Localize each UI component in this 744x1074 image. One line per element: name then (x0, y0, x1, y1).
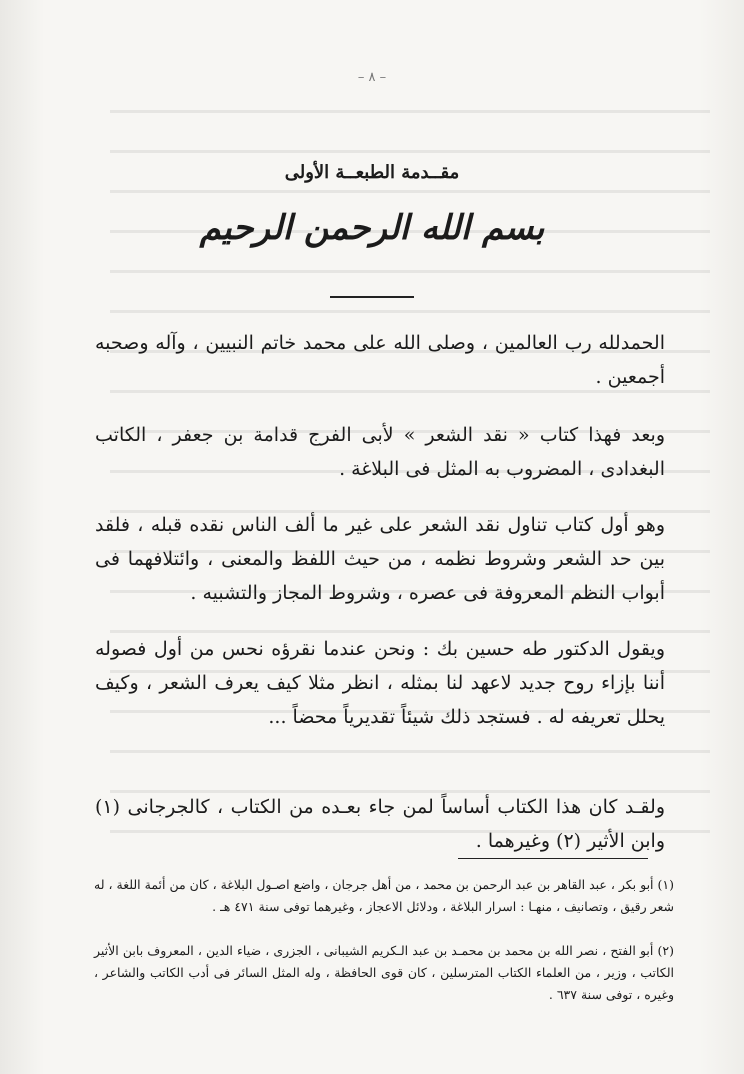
paragraph-5: ولقـد كان هذا الكتاب أساساً لمن جاء بعـده من الكتاب ، كالجرجانى (١) وابن الأثير (٢) وغيرهما . (95, 796, 665, 852)
footnote-1: (١) أبو بكر ، عبد القاهر بن عبد الرحمن بن محمد ، من أهل جرجان ، واضع اصـول البلاغة ، كان من أئمة اللغة ، له شعر رقيق ، وتصانيف ، منهـا : اسرار البلاغة ، ودلائل الاعجاز ، وغيرهما توفى سنة ٤٧١ هـ . (94, 877, 674, 914)
page-number: – ٨ – (357, 70, 387, 85)
footnote-2: (٢) أبو الفتح ، نصر الله بن محمد بن محمـد بن عبد الـكريم الشيبانى ، الجزرى ، ضياء الدين ، المعروف بابن الأثير الكاتب ، وزير ، من العلماء الكتاب المترسلين ، كان قوى الحافظة ، وله المثل السائر فى أدب الكاتب والشاعر ، وغيره ، توفى سنة ٦٣٧ . (94, 943, 674, 1002)
basmala-calligraphy: بسم الله الرحمن الرحيم (199, 208, 545, 248)
paragraph-3: وهو أول كتاب تناول نقد الشعر على غير ما ألف الناس نقده قبله ، فلقد بين حد الشعر وشروط نظمه ، من حيث اللفظ والمعنى ، وائتلافهما فى أبواب النظم المعروفة فى عصره ، وشروط المجاز والتشبيه . (95, 514, 665, 604)
paragraph-1: الحمدلله رب العالمين ، وصلى الله على محمد خاتم النبيين ، وآله وصحبه أجمعين . (95, 332, 665, 388)
paragraph-2: وبعد فهذا كتاب « نقد الشعر » لأبى الفرج قدامة بن جعفر ، الكاتب البغدادى ، المضروب به المثل فى البلاغة . (95, 424, 665, 480)
paragraph-4: ويقول الدكتور طه حسين بك : ونحن عندما نقرؤه نحس من أول فصوله أننا بإزاء روح جديد لاعهد لنا بمثله ، انظر مثلا كيف يعرف الشعر ، وكيف يحلل تعريفه له . فستجد ذلك شيئاً تقديرياً محضاً ... (95, 638, 665, 728)
heading-divider (330, 296, 414, 298)
page-heading: مقــدمة الطبعــة الأولى (284, 162, 460, 183)
footnote-divider (458, 858, 648, 859)
